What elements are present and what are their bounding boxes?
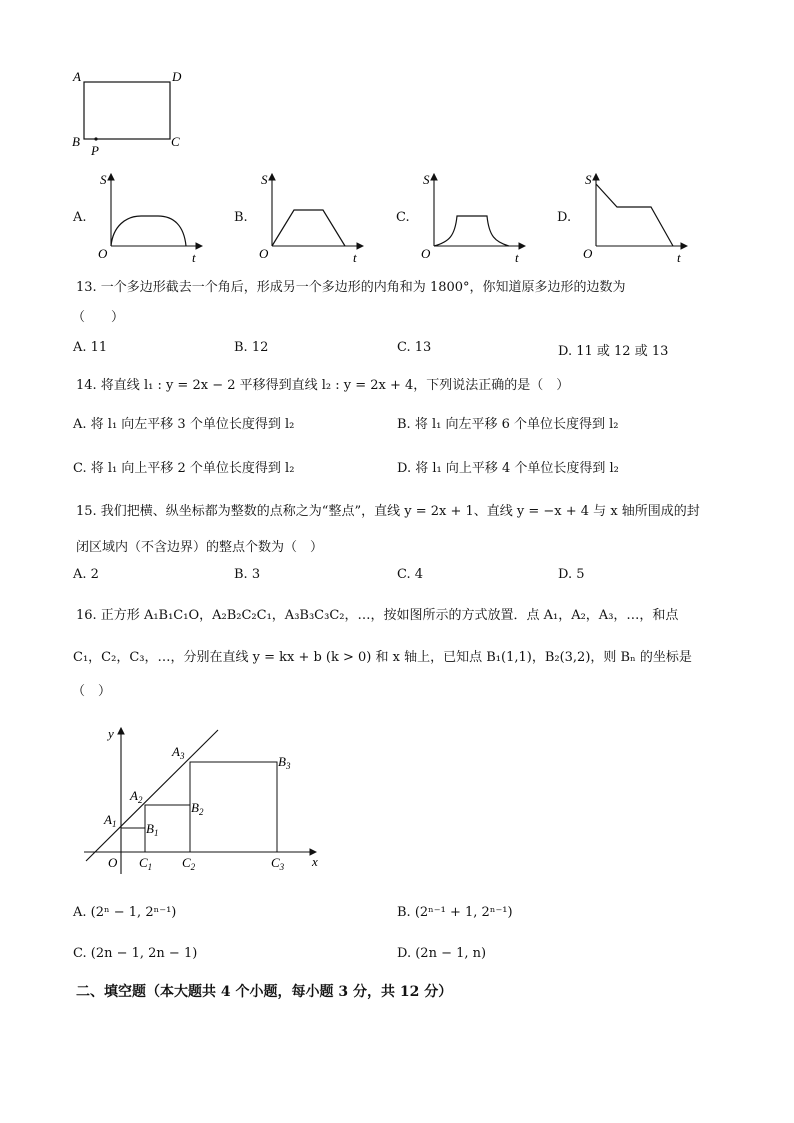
origin-label: O <box>421 246 431 261</box>
q13-option-a: A. 11 <box>73 340 108 355</box>
axis-label-t: t <box>192 250 196 264</box>
q16-option-d: D. (2n − 1, n) <box>397 946 487 961</box>
point-p <box>94 137 97 140</box>
label-b1: $B_1$ <box>146 821 159 838</box>
label-x: x <box>312 854 318 869</box>
q13-option-b: B. 12 <box>234 340 269 355</box>
q13-option-d: D. 11 或 12 或 13 <box>558 344 669 359</box>
axis-label-s: S <box>423 172 430 187</box>
label-b3: $B_3$ <box>278 754 291 771</box>
label-c3: $C_3$ <box>271 855 285 872</box>
q15-option-a: A. 2 <box>73 567 99 582</box>
q16-option-a: A. (2ⁿ − 1, 2ⁿ⁻¹) <box>73 905 177 920</box>
label-a3: $A_3$ <box>172 744 185 761</box>
q14-option-d: D. 将 l₁ 向上平移 4 个单位长度得到 l₂ <box>397 461 619 476</box>
label-c2: $C_2$ <box>182 855 196 872</box>
graph-option-c-letter: C. <box>396 210 410 225</box>
axis-label-t: t <box>677 250 681 264</box>
q14-option-a: A. 将 l₁ 向左平移 3 个单位长度得到 l₂ <box>73 417 295 432</box>
label-o: O <box>108 855 118 870</box>
q15-option-c: C. 4 <box>397 567 424 582</box>
q13-text: 13. 一个多边形截去一个角后，形成另一个多边形的内角和为 1800°，你知道原多边形的边数为 <box>76 280 626 295</box>
q14-option-b: B. 将 l₁ 向左平移 6 个单位长度得到 l₂ <box>397 417 619 432</box>
q15-text-line1: 15. 我们把横、纵坐标都为整数的点称之为“整点”，直线 y = 2x + 1、直线 y = −x + 4 与 x 轴所围成的封 <box>76 504 700 519</box>
label-p: P <box>91 143 99 158</box>
q13-option-c: C. 13 <box>397 340 432 355</box>
axis-label-s: S <box>100 172 107 187</box>
label-b: B <box>72 134 80 149</box>
graph-option-c <box>419 168 529 264</box>
q15-option-d: D. 5 <box>558 567 585 582</box>
q16-option-b: B. (2ⁿ⁻¹ + 1, 2ⁿ⁻¹) <box>397 905 513 920</box>
graph-option-b-letter: B. <box>234 210 248 225</box>
q15-option-b: B. 3 <box>234 567 261 582</box>
curve-a <box>111 216 186 246</box>
q16-text-line1: 16. 正方形 A₁B₁C₁O，A₂B₂C₂C₁，A₃B₃C₃C₂，…，按如图所示的方式放置．点 A₁，A₂，A₃，…，和点 <box>76 608 679 623</box>
label-y: y <box>108 726 114 741</box>
label-a1: $A_1$ <box>104 812 117 829</box>
label-a2: $A_2$ <box>130 788 143 805</box>
origin-label: O <box>259 246 269 261</box>
label-b2: $B_2$ <box>191 800 204 817</box>
section-heading: 二、填空题（本大题共 4 个小题，每小题 3 分，共 12 分） <box>76 984 453 1000</box>
label-a: A <box>73 69 81 84</box>
graph-option-b <box>257 168 367 264</box>
label-c: C <box>171 134 180 149</box>
rectangle-figure <box>68 66 198 158</box>
curve-d <box>596 184 673 246</box>
q15-text-line2: 闭区域内（不含边界）的整点个数为（ ） <box>76 540 324 555</box>
axis-label-t: t <box>515 250 519 264</box>
rectangle-abcd <box>84 82 170 139</box>
q16-text-line2: C₁，C₂，C₃，…，分别在直线 y = kx + b (k > 0) 和 x 轴上，已知点 B₁(1,1)，B₂(3,2)，则 Bₙ 的坐标是 <box>73 650 692 665</box>
q16-text-line3: （ ） <box>72 684 112 699</box>
graph-option-d-letter: D. <box>557 210 572 225</box>
q16-option-c: C. (2n − 1, 2n − 1) <box>73 946 198 961</box>
axis-label-s: S <box>261 172 268 187</box>
label-c1: $C_1$ <box>139 855 153 872</box>
curve-b <box>272 210 345 246</box>
curve-c <box>434 216 509 246</box>
square-1 <box>121 828 145 852</box>
graph-option-d <box>581 168 691 264</box>
q14-text: 14. 将直线 l₁ : y = 2x − 2 平移得到直线 l₂ : y = 2x + 4，下列说法正确的是（ ） <box>76 378 570 393</box>
square-arrangement-figure <box>76 720 336 880</box>
axis-label-s: S <box>585 172 592 187</box>
origin-label: O <box>583 246 593 261</box>
q14-option-c: C. 将 l₁ 向上平移 2 个单位长度得到 l₂ <box>73 461 295 476</box>
origin-label: O <box>98 246 108 261</box>
q13-paren: （ ） <box>72 310 125 325</box>
graph-option-a-letter: A. <box>73 210 87 225</box>
label-d: D <box>172 69 182 84</box>
graph-option-a <box>96 168 206 264</box>
axis-label-t: t <box>353 250 357 264</box>
line-kx-b <box>86 730 218 861</box>
